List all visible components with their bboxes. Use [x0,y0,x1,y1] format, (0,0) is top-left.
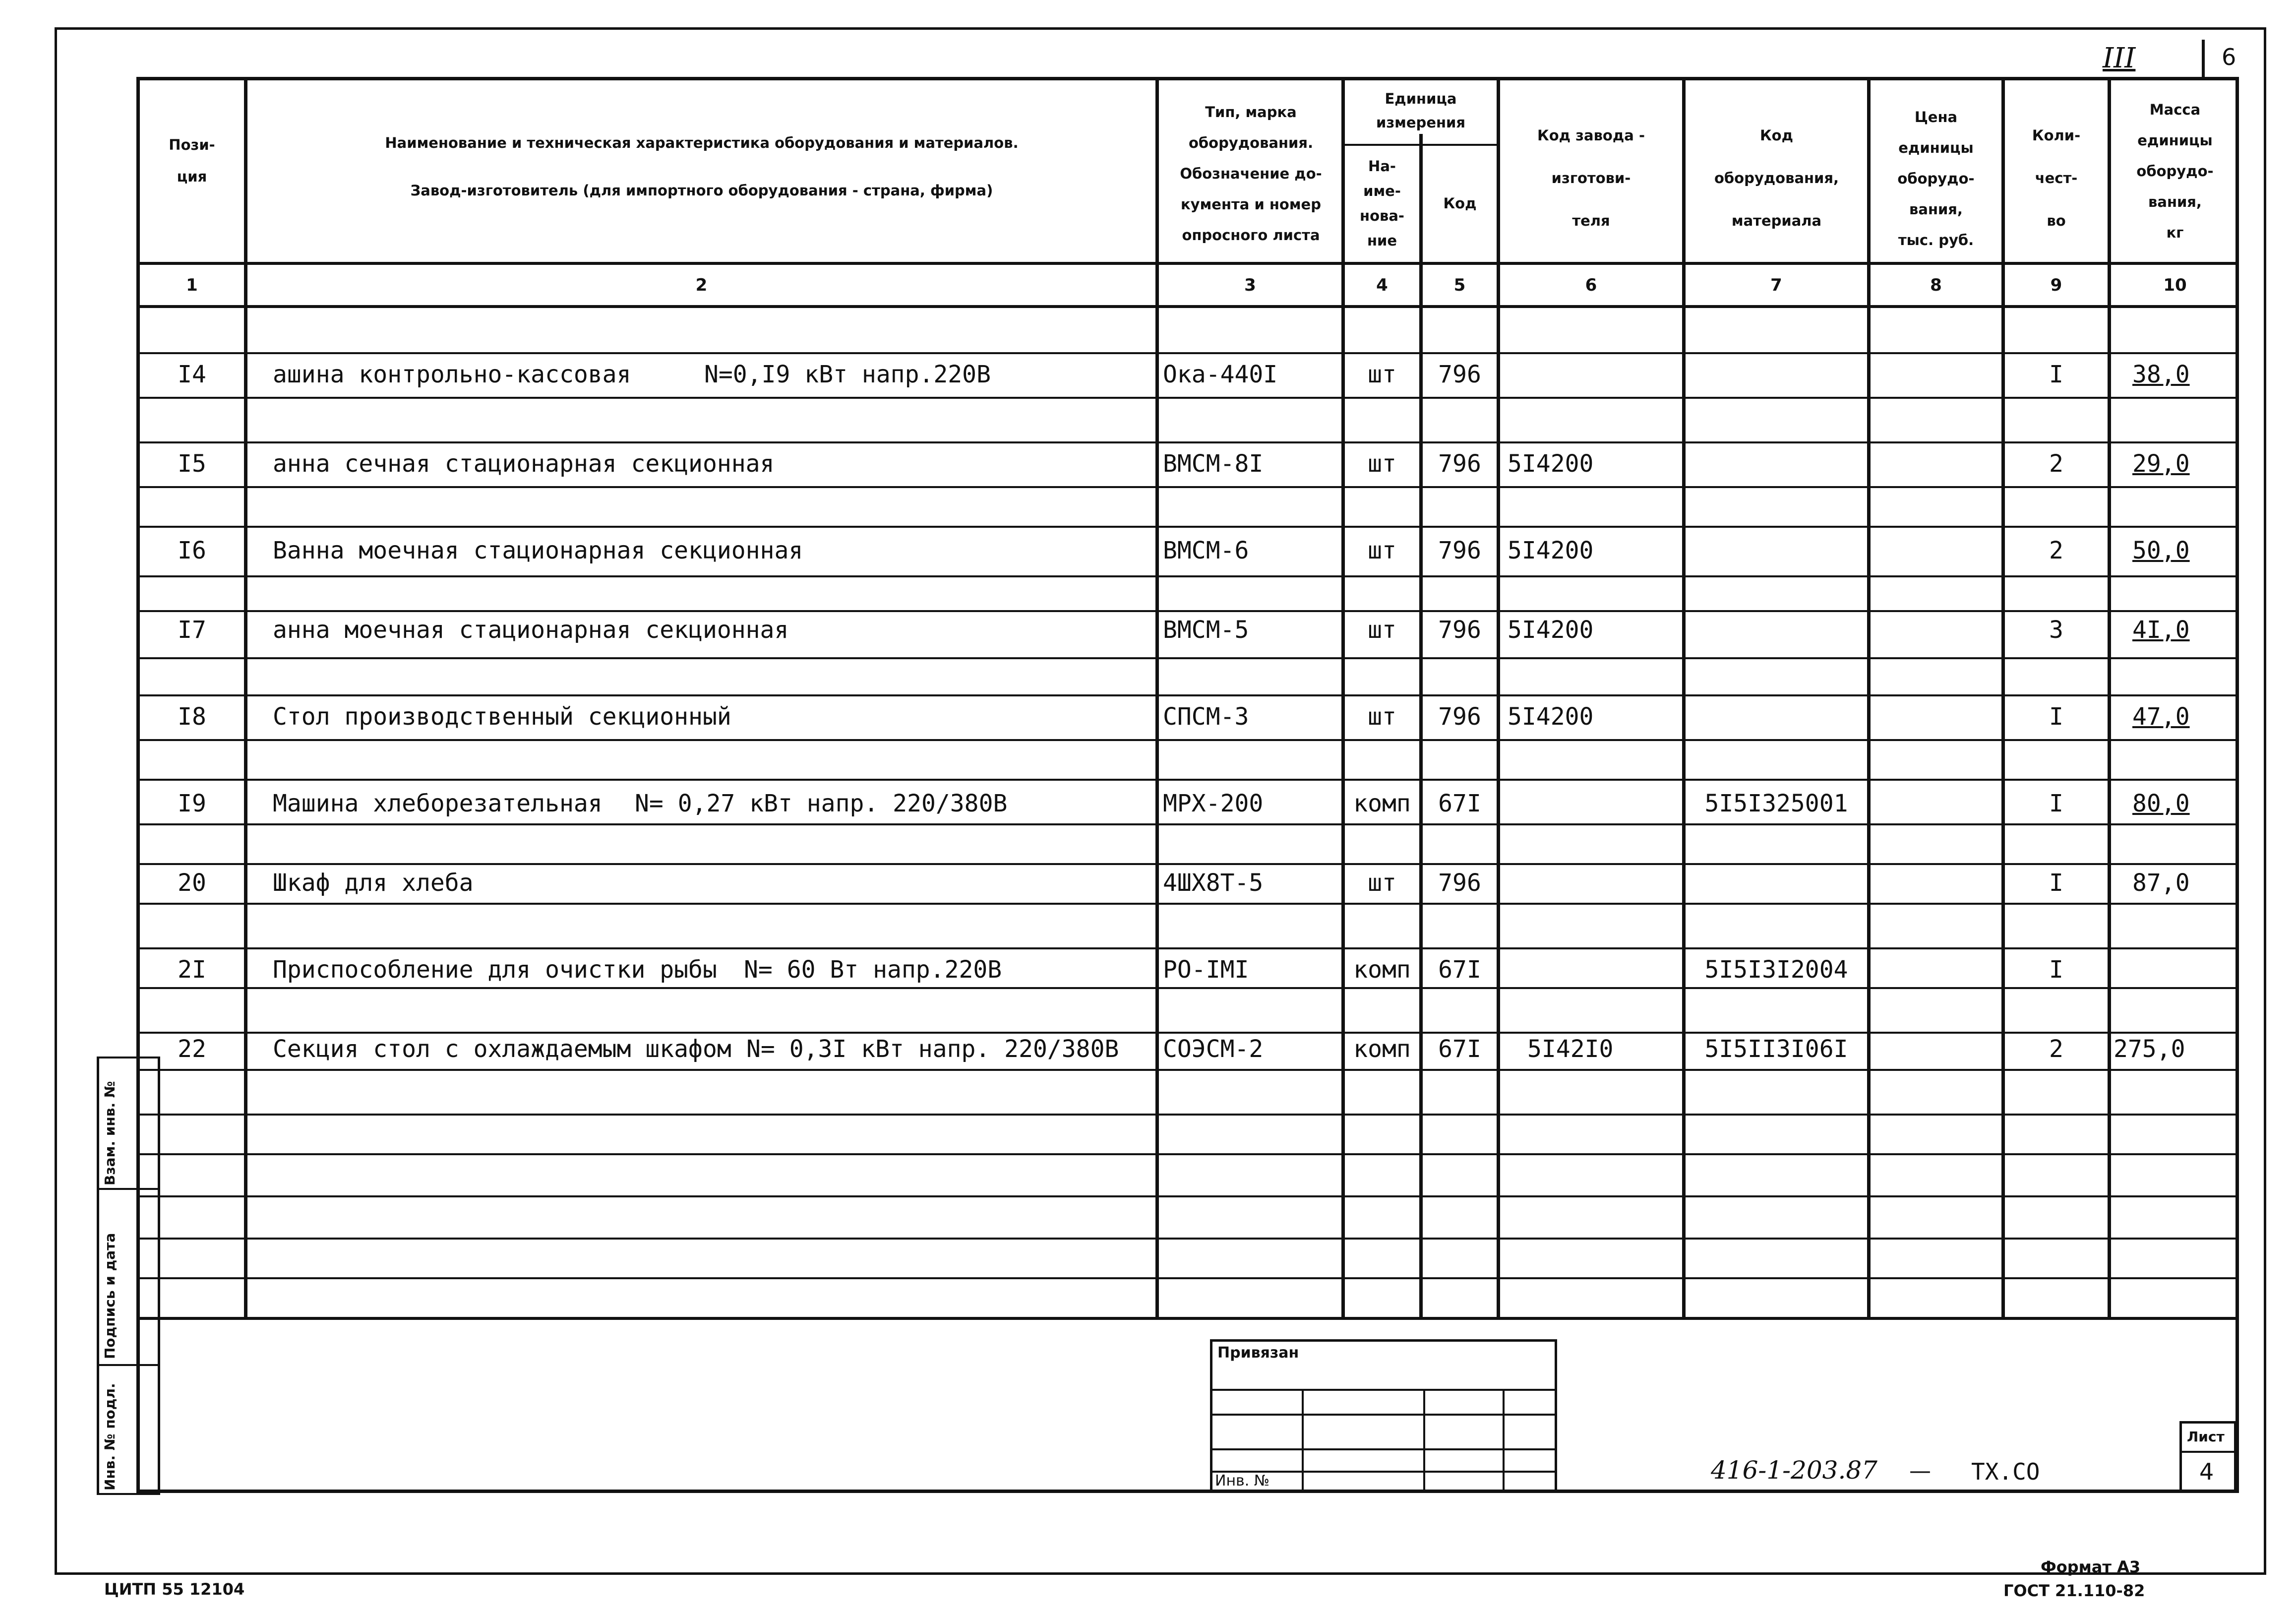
row-mass: 275,0 [2114,1035,2185,1063]
row-code: 67I [1438,1035,1481,1063]
row-equip [1686,446,1867,481]
row-pos: I9 [178,790,206,817]
row-qty: I [2049,361,2063,388]
row-maker: 5I4200 [1508,537,1594,564]
row-line [136,694,2239,696]
corner-box [2202,40,2205,79]
row-line [136,823,2239,825]
row-code: 796 [1438,361,1481,388]
row-type: ВМСМ-5 [1163,616,1249,644]
row-line [136,575,2239,577]
row-pos: I8 [178,703,206,731]
bound-label: Привязан [1217,1344,1299,1362]
row-line [136,739,2239,741]
header-name: Наименование и техническая характеристика оборудования и материалов. Завод-изготовитель (для импортного оборудования - страна, фирма) [385,134,1019,199]
row-line [136,947,2239,949]
unit-group-line [1341,144,1497,146]
corner-mark: III [2103,42,2136,74]
row-name: Секция стол с охлаждаемым шкафом [273,1035,731,1063]
inv-label: Инв. № [1215,1472,1270,1490]
header-equip-code: Код оборудования, материала [1714,127,1839,229]
colnum-7: 7 [1770,275,1782,295]
row-maker: 5I42I0 [1527,1035,1614,1063]
row-unit: шт [1368,703,1396,731]
side-strip-top [97,1057,160,1058]
row-unit: шт [1368,361,1396,388]
bound-stamp-line [1210,1448,1557,1450]
row-pos: 22 [178,1035,206,1063]
row-name: анна моечная стационарная секционная [273,616,789,644]
row-line [136,779,2239,781]
doc-dash: — [1909,1458,1931,1484]
row-spec: N= 0,27 кВт напр. 220/380В [635,790,1008,817]
row-type: РО-IМI [1163,956,1249,984]
row-pos: I7 [178,616,206,644]
row-unit: комп [1353,1035,1411,1063]
row-type: Ока-440I [1163,361,1278,388]
header-unit-code: Код [1443,195,1477,212]
row-qty: 2 [2049,450,2063,478]
row-name: ашина контрольно-кассовая [273,361,631,388]
bound-stamp [1210,1339,1557,1493]
row-code: 796 [1438,703,1481,731]
bound-stamp-line [1210,1414,1557,1416]
header-qty: Коли- чест- во [2032,127,2081,229]
colnum-8: 8 [1930,275,1942,295]
row-equip [1686,699,1867,734]
row-unit: шт [1368,869,1396,897]
row-code: 67I [1438,790,1481,817]
row-pos: I6 [178,537,206,564]
row-line [136,441,2239,443]
row-name: анна сечная стационарная секционная [273,450,775,478]
row-pos: I4 [178,361,206,388]
row-pos: 20 [178,869,206,897]
sheet-box-line [2179,1451,2236,1453]
row-equip: 5I5I325001 [1704,790,1848,817]
row-maker: 5I4200 [1508,616,1594,644]
colnum-3: 3 [1244,275,1256,295]
row-line [136,863,2239,865]
row-name: Шкаф для хлеба [273,869,474,897]
row-line [136,987,2239,989]
row-qty: 3 [2049,616,2063,644]
row-mass: 4I,0 [2132,616,2190,644]
footer-gost: ГОСТ 21.110-82 [2003,1581,2145,1600]
footer-format: Формат А3 [2041,1557,2141,1576]
row-maker: 5I4200 [1508,703,1594,731]
row-unit: комп [1353,956,1411,984]
row-equip: 5I5II3I06I [1704,1035,1848,1063]
doc-suffix: ТХ.СО [1971,1458,2040,1485]
col-line-4 [1419,134,1423,1317]
header-unit-group: Единица измерения [1376,90,1465,131]
row-code: 796 [1438,537,1481,564]
row-mass: 29,0 [2132,450,2190,478]
header-pos: Пози- ция [169,136,215,185]
header-bottom-line [136,262,2239,265]
row-name: Машина хлеборезательная [273,790,603,817]
header-maker-code: Код завода - изготови- теля [1537,127,1645,229]
row-unit: комп [1353,790,1411,817]
row-type: 4ШХ8Т-5 [1163,869,1264,897]
row-qty: I [2049,956,2063,984]
doc-code: 416-1-203.87 [1711,1456,1877,1485]
row-type: СПСМ-3 [1163,703,1249,731]
row-qty: I [2049,790,2063,817]
row-line [136,1238,2239,1240]
row-line [136,657,2239,659]
row-spec: N= 0,3I кВт напр. 220/380В [746,1035,1119,1063]
colnum-6: 6 [1585,275,1597,295]
row-unit: шт [1368,616,1396,644]
row-code: 796 [1438,450,1481,478]
row-mass: 50,0 [2132,537,2190,564]
side-strip-bottom [97,1493,160,1495]
row-line [136,352,2239,354]
row-name: Стол производственный секционный [273,703,731,731]
header-mass: Масса единицы оборудо- вания, кг [2136,101,2214,241]
row-line [136,1317,2239,1320]
colnum-10: 10 [2163,275,2187,295]
row-qty: I [2049,703,2063,731]
side-strip-line-outer [97,1057,99,1493]
row-equip [1686,613,1867,647]
row-line [136,1153,2239,1155]
row-pos: 2I [178,956,206,984]
row-line [136,903,2239,905]
row-line [136,1114,2239,1116]
bound-stamp-vline [1423,1389,1425,1493]
row-type: ВМСМ-6 [1163,537,1249,564]
row-line [136,1277,2239,1279]
colnum-bottom-line [136,305,2239,308]
bound-stamp-vline [1503,1389,1505,1493]
row-mass: 47,0 [2132,703,2190,731]
row-name: Ванна моечная стационарная секционная [273,537,803,564]
colnum-1: 1 [186,275,198,295]
bound-stamp-line [1210,1389,1557,1391]
bound-stamp-vline [1302,1389,1304,1493]
row-name: Приспособление для очистки рыбы [273,956,717,984]
side-strip-line [158,1057,160,1493]
row-code: 796 [1438,869,1481,897]
colnum-2: 2 [695,275,708,295]
sheet-label: Лист [2187,1429,2225,1445]
row-qty: 2 [2049,1035,2063,1063]
row-type: СОЭСМ-2 [1163,1035,1264,1063]
side-strip-divider [97,1364,160,1366]
row-line [136,1195,2239,1197]
row-equip [1686,533,1867,568]
row-spec: N= 60 Вт напр.220В [744,956,1002,984]
row-code: 796 [1438,616,1481,644]
row-unit: шт [1368,537,1396,564]
row-pos: I5 [178,450,206,478]
row-qty: 2 [2049,537,2063,564]
side-label-inv-original: Инв. № подл. [102,1383,118,1491]
row-line [136,486,2239,488]
colnum-4: 4 [1376,275,1388,295]
row-type: ВМСМ-8I [1163,450,1264,478]
row-maker: 5I4200 [1508,450,1594,478]
row-unit: шт [1368,450,1396,478]
side-strip-divider [97,1188,160,1190]
row-line [136,397,2239,399]
side-label-replace-inv: Взам. инв. № [102,1081,118,1185]
header-price: Цена единицы оборудо- вания, тыс. руб. [1897,109,1975,249]
row-type: МРХ-200 [1163,790,1264,817]
header-unit-name: На- име- нова- ние [1360,158,1404,249]
row-mass: 38,0 [2132,361,2190,388]
row-equip [1686,866,1867,900]
sheet-number: 4 [2199,1458,2214,1485]
row-equip: 5I5I3I2004 [1704,956,1848,984]
row-qty: I [2049,869,2063,897]
colnum-9: 9 [2050,275,2062,295]
side-label-signature: Подпись и дата [102,1233,118,1359]
colnum-5: 5 [1453,275,1466,295]
row-mass: 80,0 [2132,790,2190,817]
corner-page: 6 [2222,44,2236,70]
header-type: Тип, марка оборудования. Обозначение до- кумента и номер опросного листа [1180,104,1322,244]
row-line [136,526,2239,528]
footer-left: ЦИТП 55 12104 [104,1580,245,1599]
row-code: 67I [1438,956,1481,984]
row-equip [1686,357,1867,392]
row-line [136,1069,2239,1071]
row-spec: N=0,I9 кВт напр.220В [704,361,991,388]
row-mass: 87,0 [2132,869,2190,897]
row-line [136,610,2239,612]
